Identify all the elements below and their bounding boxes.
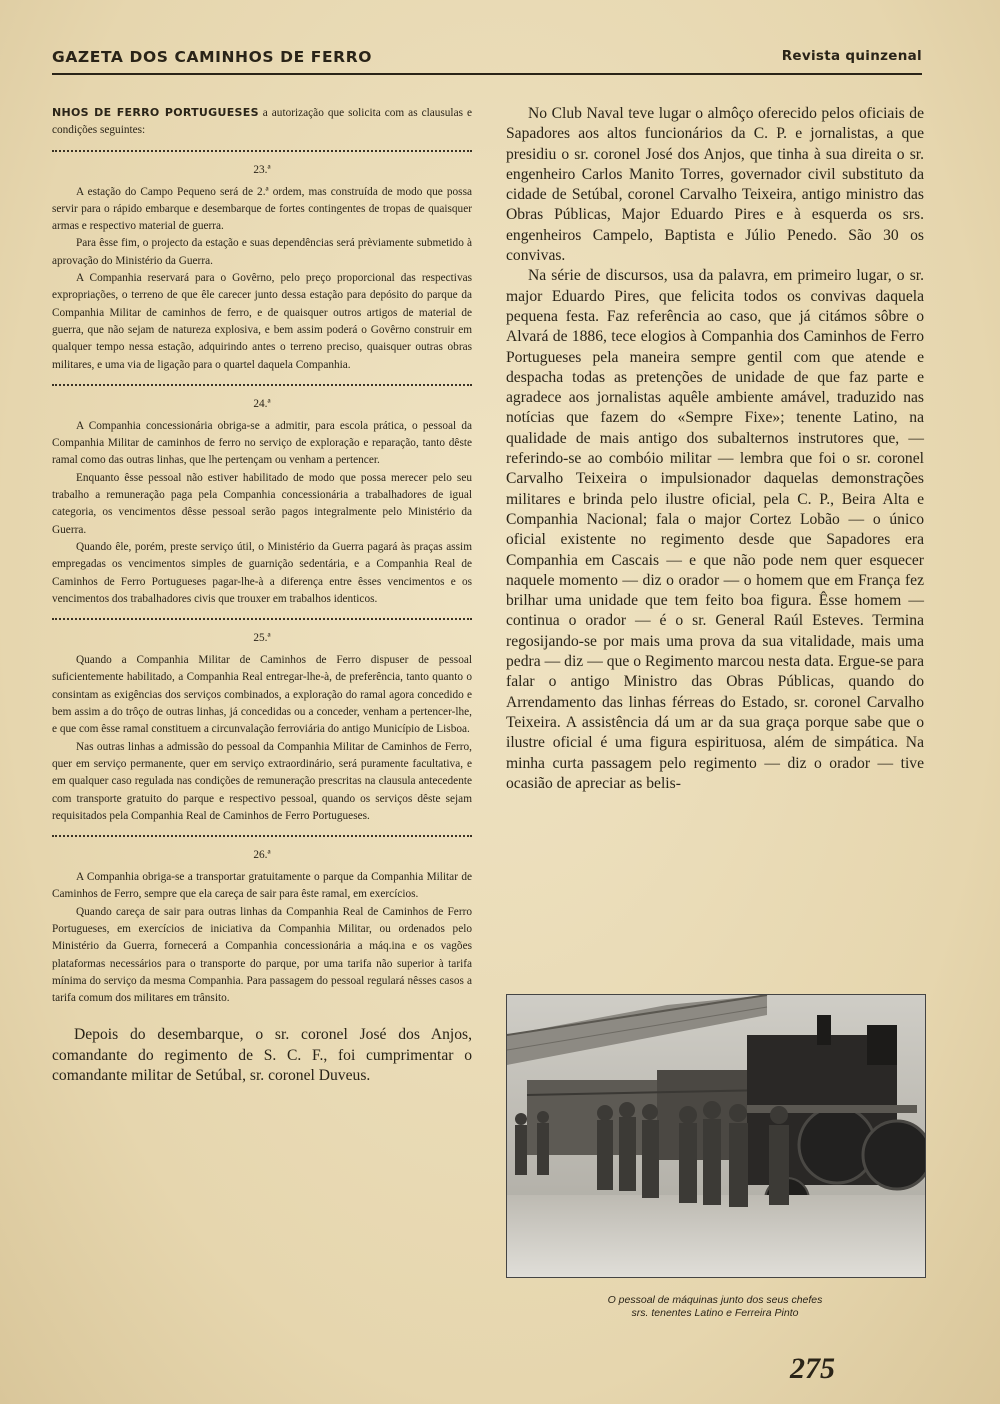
caption-line: O pessoal de máquinas junto dos seus chefes (607, 1294, 823, 1306)
dotted-separator (52, 618, 472, 620)
clause-24 (52, 418, 472, 608)
article-paragraph: Na série de discursos, usa da palavra, em primeiro lugar, o sr. major Eduardo Pires, que felicita todos os convivas daquela pequena festa. Faz referência ao caso, que já citámos sôbre o Alvará de 1886, tece elogios à Companhia dos Caminhos de Ferro Portugueses pela maneira sempre gentil com que atende e despacha todas as pretenções de unidade de que faz parte e agradece aos jornalistas aquêle ambiente amável, traduzido nas notícias que fazem do «Sempre Fixe»; tenente Latino, na qualidade de mais antigo dos subalternos instrutores que, — referindo-se ao combóio militar — lembra que foi o sr. coronel Carvalho Teixeira o impulsionador daquelas demonstrações militares e brinda pelo ilustre oficial, pela C. P., Beira Alta e Companhia Nacional; fala o major Cortez Lobão — o único oficial existente no regimento desde que Sapadores era Companhia em Cascais — e que não pode nem quer esquecer naquele momento — diz o orador — o homem que em França fez brilhar uma unidade que tem feito boa figura. Êsse homem — continua o orador — é o sr. General Raúl Esteves. Termina regosijando-se por mais uma prova da sua vitalidade, mais uma pedra — diz — que o Regimento marcou nesta data. Ergue-se para falar o antigo Ministro das Obras Públicas, quando do Arrendamento das linhas férreas do Estado, sr. coronel Carvalho Teixeira. A assistência dá um ar da sua graça porque sabe que o ilustre oficial é uma figura espirituosa, além de simpática. Na minha curta passagem pelo regimento — diz o orador — tive ocasião de apreciar as belis- (506, 267, 924, 792)
closing-text: Depois do desembarque, o sr. coronel José dos Anjos, comandante do regimento de S. C. F., foi cumprimentar o comandante militar de Setúbal, sr. coronel Duveus. (52, 1026, 472, 1085)
dotted-separator (52, 835, 472, 837)
clause-paragraph: Para êsse fim, o projecto da estação e suas dependências será prèviamente submetido à aprovação do Ministério da Guerra. (52, 237, 472, 267)
article-body (506, 104, 924, 794)
left-column (52, 104, 472, 1086)
right-column (506, 104, 924, 794)
clause-number: 26.ª (253, 849, 271, 862)
clause-paragraph: A Companhia obriga-se a transportar gratuitamente o parque da Companhia Militar de Caminhos de Ferro, sempre que ela careça de sair para êste ramal, em exercícios. (52, 871, 472, 901)
clause-number: 23.ª (253, 163, 271, 176)
photo-caption (506, 1294, 924, 1320)
article-paragraph: No Club Naval teve lugar o almôço oferecido pelos oficiais de Sapadores aos altos funcionários da C. P. e jornalistas, a que presidiu o sr. coronel José dos Anjos, que tinha à sua direita o sr. engenheiro Carlos Manito Torres, governador civil substituto da cidade de Setúbal, coronel Carvalho Teixeira, antigo ministro das Obras Públicas, Major Eduardo Pires e à esquerda os srs. engenheiros Campelo, Baptista e Júlio Penedo. São 30 os convivas. (506, 105, 924, 265)
page-number: 275 (790, 1352, 835, 1385)
intro-rest: a autorização que solicita com as clausulas e condições seguintes: (52, 107, 472, 137)
closing-paragraph (52, 1025, 472, 1086)
clause-25 (52, 652, 472, 825)
intro-lead: NHOS DE FERRO PORTUGUESES (52, 106, 259, 119)
intro-paragraph (52, 104, 472, 140)
clause-paragraph: A Companhia concessionária obriga-se a admitir, para escola prática, o pessoal da Companhia Militar de caminhos de ferro no serviço de exploração e reparação, tanto dêste ramal como das outras linhas, que lhe pertençam ou venham a pertencer. (52, 419, 472, 467)
dotted-separator (52, 384, 472, 386)
clause-paragraph: Nas outras linhas a admissão do pessoal da Companhia Militar de Caminhos de Ferro, quer em serviço permanente, quer em serviço extraordinário, será puramente facultativa, e em qualquer caso regulada nas condições de remuneração prescritas na clausula antecedente com transporte gratuito do parque e respectivo pessoal, quando os serviços dêste sejam requisitados pela Companhia Real de Caminhos de Ferro Portugueses. (52, 740, 472, 822)
clause-number: 24.ª (253, 397, 271, 410)
publication-subtitle: Revista quinzenal (781, 48, 922, 64)
clause-23 (52, 184, 472, 374)
clause-paragraph: A Companhia reservará para o Govêrno, pelo preço proporcional das respectivas expropriações, o terreno de que êle carecer junto dessa estação para depósito do parque da Companhia Militar de caminhos de ferro, e de quaisquer outros artigos de material de guerra, que não sejam de natureza explosiva, e bem assim poderá o Govêrno construir em qualquer tempo nessa estação, adquirindo antes o terreno preciso, quaisquer outras obras militares, e uma via de ligação para o quartel daquela Companhia. (52, 272, 472, 371)
clause-paragraph: A estação do Campo Pequeno será de 2.ª ordem, mas construída de modo que possa servir para o rápido embarque e desembarque de fortes contingentes de tropas de quaisquer armas e respectivo material de guerra. (52, 185, 472, 233)
page-header (52, 44, 922, 74)
clause-paragraph: Quando careça de sair para outras linhas da Companhia Real de Caminhos de Ferro Portugueses, em exercícios de iniciativa da Companhia Militar, ou ordenados pelo Ministério da Guerra, fornecerá a Companhia concessionária a máq.ina e os vagões plataformas necessários para o transporte do parque, por uma tarifa não superior à tarifa mínima do serviço da mesma Companhia. Para passagem do pessoal regulará nêsses casos a tarifa comum dos militares em trânsito. (52, 905, 472, 1005)
dotted-separator (52, 150, 472, 152)
clause-paragraph: Enquanto êsse pessoal não estiver habilitado de modo que possa merecer pelo seu trabalho a remuneração paga pela Companhia concessionária a trabalhadores de igual categoria, os vencimentos dêsse pessoal serão pagos integralmente pelo Ministério da Guerra. (52, 471, 472, 536)
clause-26 (52, 869, 472, 1007)
publication-title: GAZETA DOS CAMINHOS DE FERRO (52, 48, 373, 66)
header-rule (52, 73, 922, 75)
clause-paragraph: Quando êle, porém, preste serviço útil, o Ministério da Guerra pagará às praças assim empregadas os vencimentos simples de guarnição sedentária, e a Companhia Real de Caminhos de Ferro Portugueses pagar-lhe-à a diferença entre êsses vencimentos e os vencimentos dos trabalhadores civis que trouxer em trabalhos identicos. (52, 540, 472, 605)
clause-number: 25.ª (253, 632, 271, 645)
clause-paragraph: Quando a Companhia Militar de Caminhos de Ferro dispuser de pessoal suficientemente habilitado, a Companhia Real entregar-lhe-à, de preferência, tanto quanto o consintam as exigências dos serviços combinados, a exploração do ramal agora concedido e bem assim a do trôço de outras linhas, já concedidas ou a conceder, venham a pertencer-lhe, e que com êsse ramal constituem a circunvalação ferroviária do antigo Município de Lisboa. (52, 654, 472, 736)
caption-line: srs. tenentes Latino e Ferreira Pinto (631, 1307, 799, 1319)
locomotive-photo (506, 994, 926, 1278)
